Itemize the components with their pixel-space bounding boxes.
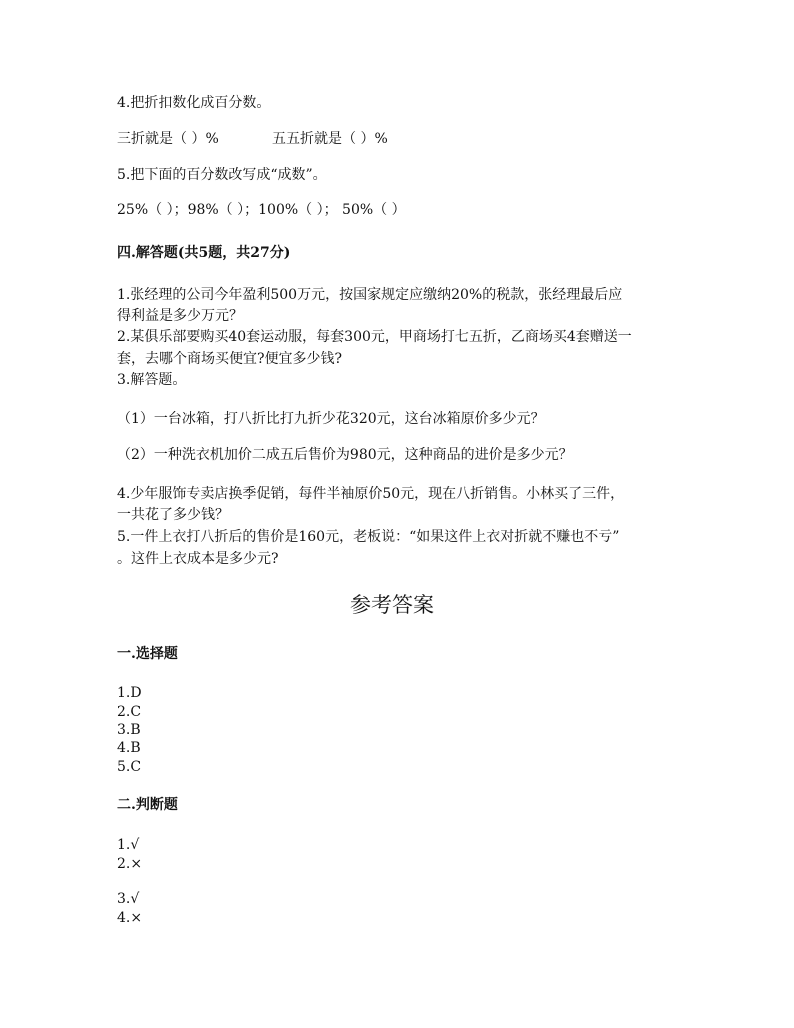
problem-2-line-1: 2.某俱乐部要购买40套运动服，每套300元，甲商场打七五折，乙商场买4套赠送一 [117, 329, 632, 345]
answer-section-1-heading: 一.选择题 [117, 646, 178, 662]
question-5-label: 5.把下面的百分数改写成“成数”。 [117, 167, 327, 183]
problem-1-line-2: 得利益是多少万元？ [117, 308, 243, 324]
question-4-part-b: 五五折就是（ ）% [272, 131, 388, 147]
answer-key-title: 参考答案 [350, 593, 434, 617]
question-4-part-a: 三折就是（ ）% [117, 131, 219, 147]
answer-item: 4.× [117, 910, 143, 926]
answer-item: 3.B [117, 722, 141, 738]
problem-5-line-2: 。这件上衣成本是多少元? [117, 551, 279, 567]
answer-item: 2.× [117, 856, 143, 872]
answer-item: 3.√ [117, 891, 140, 907]
problem-4-line-2: 一共花了多少钱？ [117, 507, 229, 523]
section-4-heading: 四.解答题(共5题，共27分) [117, 245, 291, 261]
problem-3-part-1: （1）一台冰箱，打八折比打九折少花320元，这台冰箱原价多少元？ [117, 411, 545, 427]
answer-item: 1.D [117, 685, 142, 701]
problem-3-part-2: （2）一种洗衣机加价二成五后售价为980元，这种商品的进价是多少元？ [117, 447, 573, 463]
problem-2-line-2: 套，去哪个商场买便宜?便宜多少钱? [117, 351, 343, 367]
answer-item: 1.√ [117, 837, 140, 853]
question-4-label: 4.把折扣数化成百分数。 [117, 95, 271, 111]
answer-item: 5.C [117, 759, 142, 775]
question-5-blanks: 25%（ ）；98%（ ）；100%（ ）； 50%（ ） [117, 202, 406, 218]
problem-4-line-1: 4.少年服饰专卖店换季促销，每件半袖原价50元，现在八折销售。小林买了三件， [117, 486, 625, 502]
answer-section-2-heading: 二.判断题 [117, 797, 178, 813]
problem-5-line-1: 5.一件上衣打八折后的售价是160元，老板说：“如果这件上衣对折就不赚也不亏” [117, 529, 620, 545]
problem-3-label: 3.解答题。 [117, 372, 187, 388]
answer-item: 2.C [117, 704, 142, 720]
answer-item: 4.B [117, 740, 141, 756]
problem-1-line-1: 1.张经理的公司今年盈利500万元，按国家规定应缴纳20%的税款，张经理最后应 [117, 287, 623, 303]
